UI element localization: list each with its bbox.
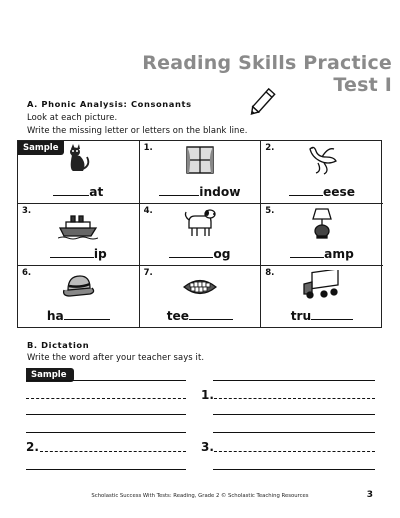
writing-line: [213, 414, 375, 415]
grid-cell-sample: [18, 141, 140, 204]
hat-icon: [60, 272, 96, 298]
item-number: 5.: [265, 205, 275, 216]
lamp-icon: [311, 207, 333, 239]
writing-line: [213, 469, 375, 470]
page-title: Reading Skills Practice Test I: [142, 52, 392, 96]
dictation-number-2: 2.: [26, 440, 39, 454]
writing-line: [213, 432, 375, 433]
writing-line: [26, 380, 186, 381]
grid-cell-5: [261, 204, 383, 267]
answer-line: ip: [26, 247, 131, 261]
answer-line: indow: [148, 185, 253, 199]
section-a-heading: A. Phonic Analysis: Consonants: [27, 99, 192, 109]
writing-line: [26, 469, 186, 470]
answer-line: at: [26, 185, 131, 199]
instruction-line-2: Write the missing letter or letters on the blank line.: [27, 125, 248, 135]
item-number: 6.: [22, 268, 32, 279]
instruction-line-1: Look at each picture.: [27, 112, 118, 122]
teeth-icon: [182, 276, 218, 298]
writing-line: [26, 432, 186, 433]
pencil-icon: [245, 78, 285, 120]
answer-line: og: [148, 247, 253, 261]
grid-cell-3: [18, 204, 140, 267]
grid-cell-7: [140, 266, 262, 327]
window-icon: [185, 145, 215, 175]
phonics-grid: [17, 140, 382, 328]
writing-line: [26, 414, 186, 415]
sample-label: Sample: [18, 141, 64, 155]
grid-cell-1: [140, 141, 262, 204]
writing-midline: [40, 451, 186, 452]
grid-cell-4: [140, 204, 262, 267]
grid-cell-2: [261, 141, 383, 204]
item-number: 4.: [143, 205, 153, 216]
item-number: 3.: [22, 205, 32, 216]
cat-icon: [63, 143, 93, 173]
page-footer: Scholastic Success With Tests: Reading, Grade 2 © Scholastic Teaching Resources: [91, 493, 309, 499]
item-number: 2.: [265, 143, 275, 153]
section-b-heading: B. Dictation: [27, 340, 90, 350]
answer-line: tru: [269, 309, 375, 323]
dictation-sample-label: Sample: [26, 368, 74, 382]
dictation-instruction: Write the word after your teacher says it.: [27, 352, 205, 362]
answer-line: tee: [148, 309, 253, 323]
geese-icon: [304, 143, 340, 175]
answer-line: ha: [26, 309, 131, 323]
page-number: 3: [366, 490, 373, 500]
item-number: 1.: [143, 143, 153, 153]
answer-line: eese: [269, 185, 375, 199]
ship-icon: [58, 214, 98, 240]
writing-midline: [214, 398, 375, 399]
answer-line: amp: [269, 247, 375, 261]
grid-cell-6: [18, 266, 140, 327]
writing-midline: [214, 451, 375, 452]
item-number: 7.: [143, 268, 153, 279]
writing-line: [213, 380, 375, 381]
writing-midline: [26, 398, 186, 399]
dictation-number-3: 3.: [201, 440, 214, 454]
dog-icon: [183, 208, 217, 238]
grid-cell-8: [261, 266, 383, 327]
truck-icon: [302, 270, 342, 300]
dictation-number-1: 1.: [201, 388, 214, 402]
item-number: 8.: [265, 268, 275, 279]
